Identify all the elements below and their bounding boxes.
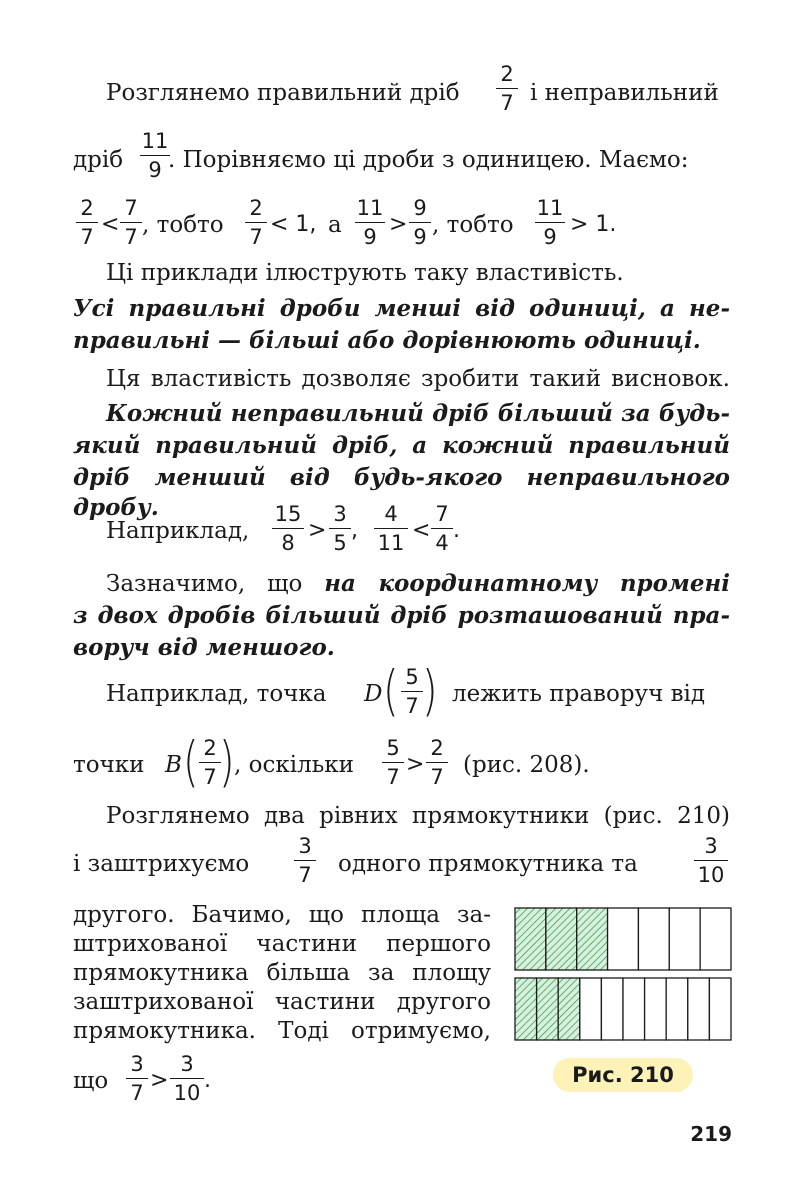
p7-line5: прямокутника. Тоді отримуємо,: [73, 1018, 491, 1044]
rect1-part-1-shaded: [515, 908, 546, 970]
fraction-2-7: 2 7: [496, 62, 518, 115]
ineq-f4: 11 9: [356, 196, 384, 249]
p6b-text-a: і заштрихуємо: [73, 851, 250, 877]
rule1-line2: правильні — більші або дорівнюють одиниці.: [73, 327, 701, 354]
rect1-part-5: [638, 908, 669, 970]
ex2b-ref: (рис. 208).: [463, 752, 590, 778]
lt-sign: <: [101, 212, 120, 237]
ex1-f2: 3 5: [329, 502, 351, 555]
p5-line3: воруч від меншого.: [73, 634, 335, 661]
rect2-part-7: [645, 978, 667, 1040]
p1b-text-b: . Порівняємо ці дроби з одиницею. Маємо:: [168, 147, 689, 173]
ex2-paren-right: ): [422, 660, 438, 724]
ineq-and: а: [328, 212, 342, 238]
ex2b-paren-left: (: [183, 731, 199, 795]
ex1-label: Наприклад,: [106, 518, 250, 544]
ex2-paren-left: (: [383, 660, 399, 724]
rect2-part-1-shaded: [515, 978, 537, 1040]
p7-line4: заштрихованої частини другого: [73, 989, 491, 1015]
ex2b-paren-right: ): [219, 731, 235, 795]
ex1-f3: 4 11: [374, 502, 408, 555]
rect1-part-6: [669, 908, 700, 970]
ineq-f3: 2 7: [245, 196, 267, 249]
ex2b-since: , оскільки: [234, 752, 354, 778]
ineq-f1: 2 7: [76, 196, 98, 249]
rect1-part-7: [700, 908, 731, 970]
rect1-part-4: [608, 908, 639, 970]
rect2-part-10: [709, 978, 731, 1040]
rect2-part-2-shaded: [537, 978, 559, 1040]
rule2-line2: який правильний дріб, а кожний правильний: [73, 432, 730, 459]
p1-text-b: і неправильний: [530, 80, 719, 106]
ex2b-f2: 2 7: [426, 736, 448, 789]
p7b-f2: 3 10: [170, 1052, 204, 1105]
ex2b-f1: 5 7: [382, 736, 404, 789]
ex2b-point-b: B: [165, 752, 182, 778]
ex1-f4: 7 4: [431, 502, 453, 555]
p7-line1: другого. Бачимо, що площа за-: [73, 902, 491, 928]
rect2-part-6: [623, 978, 645, 1040]
rule2-line3: дріб менший від будь-якого неправильного дробу.: [73, 464, 730, 521]
p5-bold: на координатному промені: [324, 570, 730, 597]
ineq-f5: 9 9: [409, 196, 431, 249]
ex1-f1: 15 8: [272, 502, 304, 555]
ineq-f6: 11 9: [536, 196, 564, 249]
ineq-f2: 7 7: [120, 196, 142, 249]
ineq-sep2: , тобто: [432, 212, 514, 238]
rect2-part-8: [666, 978, 688, 1040]
ineq2: > 1.: [570, 212, 617, 237]
rect1-part-3-shaded: [577, 908, 608, 970]
page-number: 219: [690, 1122, 732, 1146]
rect2-part-4: [580, 978, 602, 1040]
rule1-line1: Усі правильні дроби менші від одиниці, а не-: [73, 295, 730, 322]
p4: Ця властивість дозволяє зробити такий висновок.: [106, 366, 730, 392]
p6b-f1: 3 7: [294, 834, 316, 887]
p6b-f2: 3 10: [694, 834, 728, 887]
rule2-line1: Кожний неправильний дріб більший за будь-: [106, 400, 730, 427]
p1b-text-a: дріб: [73, 147, 124, 173]
p7b-dot: .: [204, 1068, 211, 1093]
fraction-11-9: 11 9: [141, 129, 169, 182]
p7-line2: штрихованої частини першого: [73, 931, 491, 957]
ex1-comma: ,: [351, 518, 358, 543]
ex2-rest: лежить праворуч від: [452, 681, 706, 707]
ex2-f: 5 7: [401, 665, 423, 718]
figure-caption: Рис. 210: [553, 1058, 693, 1092]
ex1-gt: >: [308, 518, 327, 543]
p1-text-a: Розглянемо правильний дріб: [106, 80, 460, 106]
p7b-f1: 3 7: [126, 1052, 148, 1105]
p7b-gt: >: [150, 1068, 169, 1093]
figure-210-rectangles: [510, 904, 736, 1044]
ex2-point-d: D: [364, 681, 383, 707]
p5-line2: з двох дробів більший дріб розташований пра-: [73, 602, 730, 629]
ex2b-gt: >: [406, 752, 425, 777]
rect2-part-3-shaded: [558, 978, 580, 1040]
ex2b-f: 2 7: [199, 736, 221, 789]
p6: Розглянемо два рівних прямокутники (рис. 210): [106, 803, 730, 829]
gt-sign: >: [389, 212, 408, 237]
ineq-sep1: , тобто: [142, 212, 224, 238]
rect2-part-5: [601, 978, 623, 1040]
ex1-lt: <: [412, 518, 431, 543]
ex2b-label: точки: [73, 752, 145, 778]
ex2-label: Наприклад, точка: [106, 681, 327, 707]
p6b-text-b: одного прямокутника та: [338, 851, 638, 877]
p7b-label: що: [73, 1068, 109, 1094]
ex1-dot: .: [453, 518, 460, 543]
p7-line3: прямокутника більша за площу: [73, 960, 491, 986]
rect2-part-9: [688, 978, 710, 1040]
rect1-part-2-shaded: [546, 908, 577, 970]
p3: Ці приклади ілюструють таку властивість.: [106, 260, 624, 286]
p5-line1: [106, 569, 730, 599]
ineq1: < 1,: [270, 212, 317, 237]
p5-normal: Зазначимо, що: [106, 571, 303, 597]
